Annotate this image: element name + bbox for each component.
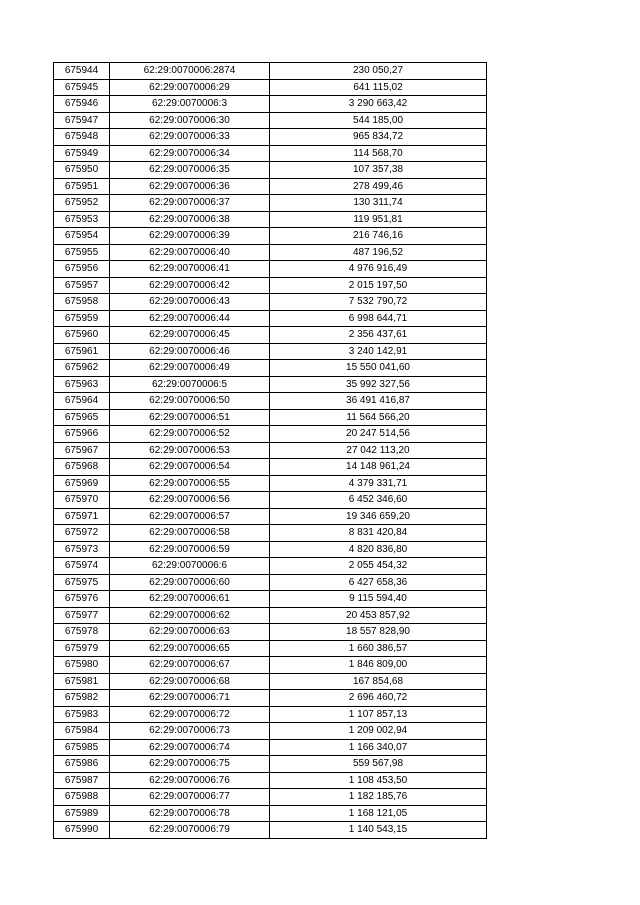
table-row: [54, 360, 487, 377]
value-cell: 1 107 857,13: [270, 706, 487, 723]
row-number-cell: 675951: [54, 178, 110, 195]
table-row: [54, 211, 487, 228]
table-row: [54, 558, 487, 575]
table-row: [54, 492, 487, 509]
cadastral-number-cell: 62:29:0070006:58: [110, 525, 270, 542]
cadastral-number-cell: 62:29:0070006:61: [110, 591, 270, 608]
table-row: [54, 624, 487, 641]
table-row: [54, 723, 487, 740]
row-number-cell: 675945: [54, 79, 110, 96]
cadastral-number-cell: 62:29:0070006:78: [110, 805, 270, 822]
cadastral-number-cell: 62:29:0070006:76: [110, 772, 270, 789]
table-row: [54, 789, 487, 806]
cadastral-number-cell: 62:29:0070006:67: [110, 657, 270, 674]
value-cell: 3 240 142,91: [270, 343, 487, 360]
row-number-cell: 675989: [54, 805, 110, 822]
cadastral-number-cell: 62:29:0070006:53: [110, 442, 270, 459]
row-number-cell: 675987: [54, 772, 110, 789]
row-number-cell: 675946: [54, 96, 110, 113]
value-cell: 544 185,00: [270, 112, 487, 129]
value-cell: 2 055 454,32: [270, 558, 487, 575]
table-row: [54, 657, 487, 674]
row-number-cell: 675984: [54, 723, 110, 740]
value-cell: 1 182 185,76: [270, 789, 487, 806]
table-row: [54, 772, 487, 789]
cadastral-number-cell: 62:29:0070006:44: [110, 310, 270, 327]
cadastral-number-cell: 62:29:0070006:68: [110, 673, 270, 690]
row-number-cell: 675956: [54, 261, 110, 278]
value-cell: 20 247 514,56: [270, 426, 487, 443]
value-cell: 1 168 121,05: [270, 805, 487, 822]
value-cell: 6 452 346,60: [270, 492, 487, 509]
table-row: [54, 541, 487, 558]
table-row: [54, 277, 487, 294]
table-row: [54, 129, 487, 146]
row-number-cell: 675953: [54, 211, 110, 228]
row-number-cell: 675982: [54, 690, 110, 707]
value-cell: 2 356 437,61: [270, 327, 487, 344]
table-row: [54, 805, 487, 822]
value-cell: 15 550 041,60: [270, 360, 487, 377]
cadastral-number-cell: 62:29:0070006:73: [110, 723, 270, 740]
value-cell: 487 196,52: [270, 244, 487, 261]
value-cell: 11 564 566,20: [270, 409, 487, 426]
cadastral-number-cell: 62:29:0070006:55: [110, 475, 270, 492]
row-number-cell: 675958: [54, 294, 110, 311]
row-number-cell: 675969: [54, 475, 110, 492]
row-number-cell: 675967: [54, 442, 110, 459]
table-row: [54, 525, 487, 542]
value-cell: 1 660 386,57: [270, 640, 487, 657]
table-row: [54, 739, 487, 756]
table-row: [54, 822, 487, 839]
value-cell: 965 834,72: [270, 129, 487, 146]
table-row: [54, 376, 487, 393]
cadastral-number-cell: 62:29:0070006:74: [110, 739, 270, 756]
table-row: [54, 96, 487, 113]
row-number-cell: 675970: [54, 492, 110, 509]
value-cell: 216 746,16: [270, 228, 487, 245]
cadastral-number-cell: 62:29:0070006:41: [110, 261, 270, 278]
row-number-cell: 675949: [54, 145, 110, 162]
value-cell: 14 148 961,24: [270, 459, 487, 476]
cadastral-number-cell: 62:29:0070006:71: [110, 690, 270, 707]
value-cell: 9 115 594,40: [270, 591, 487, 608]
cadastral-number-cell: 62:29:0070006:50: [110, 393, 270, 410]
table-row: [54, 690, 487, 707]
row-number-cell: 675990: [54, 822, 110, 839]
row-number-cell: 675964: [54, 393, 110, 410]
row-number-cell: 675966: [54, 426, 110, 443]
row-number-cell: 675971: [54, 508, 110, 525]
row-number-cell: 675950: [54, 162, 110, 179]
cadastral-number-cell: 62:29:0070006:79: [110, 822, 270, 839]
table-row: [54, 409, 487, 426]
cadastral-number-cell: 62:29:0070006:38: [110, 211, 270, 228]
value-cell: 20 453 857,92: [270, 607, 487, 624]
row-number-cell: 675976: [54, 591, 110, 608]
cadastral-number-cell: 62:29:0070006:54: [110, 459, 270, 476]
cadastral-number-cell: 62:29:0070006:5: [110, 376, 270, 393]
cadastral-number-cell: 62:29:0070006:75: [110, 756, 270, 773]
cadastral-number-cell: 62:29:0070006:56: [110, 492, 270, 509]
row-number-cell: 675988: [54, 789, 110, 806]
cadastral-number-cell: 62:29:0070006:34: [110, 145, 270, 162]
cadastral-number-cell: 62:29:0070006:72: [110, 706, 270, 723]
cadastral-number-cell: 62:29:0070006:3: [110, 96, 270, 113]
value-cell: 130 311,74: [270, 195, 487, 212]
row-number-cell: 675965: [54, 409, 110, 426]
row-number-cell: 675986: [54, 756, 110, 773]
value-cell: 114 568,70: [270, 145, 487, 162]
row-number-cell: 675944: [54, 63, 110, 80]
table-row: [54, 294, 487, 311]
value-cell: 230 050,27: [270, 63, 487, 80]
cadastral-number-cell: 62:29:0070006:42: [110, 277, 270, 294]
value-cell: 3 290 663,42: [270, 96, 487, 113]
table-row: [54, 574, 487, 591]
value-cell: 2 015 197,50: [270, 277, 487, 294]
row-number-cell: 675955: [54, 244, 110, 261]
table-row: [54, 756, 487, 773]
value-cell: 19 346 659,20: [270, 508, 487, 525]
table-row: [54, 508, 487, 525]
cadastral-number-cell: 62:29:0070006:65: [110, 640, 270, 657]
table-row: [54, 310, 487, 327]
cadastral-number-cell: 62:29:0070006:63: [110, 624, 270, 641]
cadastral-number-cell: 62:29:0070006:52: [110, 426, 270, 443]
value-cell: 1 108 453,50: [270, 772, 487, 789]
table-row: [54, 261, 487, 278]
row-number-cell: 675972: [54, 525, 110, 542]
row-number-cell: 675975: [54, 574, 110, 591]
cadastral-value-table: [53, 62, 487, 839]
row-number-cell: 675954: [54, 228, 110, 245]
table-row: [54, 591, 487, 608]
value-cell: 6 998 644,71: [270, 310, 487, 327]
row-number-cell: 675968: [54, 459, 110, 476]
cadastral-number-cell: 62:29:0070006:62: [110, 607, 270, 624]
table-row: [54, 673, 487, 690]
cadastral-number-cell: 62:29:0070006:29: [110, 79, 270, 96]
cadastral-number-cell: 62:29:0070006:60: [110, 574, 270, 591]
value-cell: 35 992 327,56: [270, 376, 487, 393]
cadastral-number-cell: 62:29:0070006:6: [110, 558, 270, 575]
table-row: [54, 228, 487, 245]
row-number-cell: 675985: [54, 739, 110, 756]
value-cell: 167 854,68: [270, 673, 487, 690]
row-number-cell: 675947: [54, 112, 110, 129]
value-cell: 1 140 543,15: [270, 822, 487, 839]
table-row: [54, 459, 487, 476]
row-number-cell: 675977: [54, 607, 110, 624]
table-row: [54, 63, 487, 80]
value-cell: 278 499,46: [270, 178, 487, 195]
table-row: [54, 162, 487, 179]
table-row: [54, 79, 487, 96]
value-cell: 4 976 916,49: [270, 261, 487, 278]
row-number-cell: 675952: [54, 195, 110, 212]
table-row: [54, 426, 487, 443]
cadastral-number-cell: 62:29:0070006:2874: [110, 63, 270, 80]
cadastral-number-cell: 62:29:0070006:77: [110, 789, 270, 806]
table-row: [54, 343, 487, 360]
row-number-cell: 675983: [54, 706, 110, 723]
table-row: [54, 244, 487, 261]
row-number-cell: 675978: [54, 624, 110, 641]
row-number-cell: 675963: [54, 376, 110, 393]
row-number-cell: 675959: [54, 310, 110, 327]
table-row: [54, 195, 487, 212]
cadastral-number-cell: 62:29:0070006:33: [110, 129, 270, 146]
row-number-cell: 675974: [54, 558, 110, 575]
value-cell: 4 820 836,80: [270, 541, 487, 558]
value-cell: 27 042 113,20: [270, 442, 487, 459]
row-number-cell: 675973: [54, 541, 110, 558]
value-cell: 119 951,81: [270, 211, 487, 228]
cadastral-number-cell: 62:29:0070006:51: [110, 409, 270, 426]
row-number-cell: 675981: [54, 673, 110, 690]
value-cell: 18 557 828,90: [270, 624, 487, 641]
value-cell: 1 846 809,00: [270, 657, 487, 674]
cadastral-number-cell: 62:29:0070006:39: [110, 228, 270, 245]
table-row: [54, 475, 487, 492]
table-body: [54, 63, 487, 839]
row-number-cell: 675980: [54, 657, 110, 674]
value-cell: 1 166 340,07: [270, 739, 487, 756]
table-row: [54, 393, 487, 410]
value-cell: 36 491 416,87: [270, 393, 487, 410]
row-number-cell: 675957: [54, 277, 110, 294]
table-row: [54, 640, 487, 657]
value-cell: 559 567,98: [270, 756, 487, 773]
table-row: [54, 178, 487, 195]
value-cell: 107 357,38: [270, 162, 487, 179]
row-number-cell: 675948: [54, 129, 110, 146]
cadastral-number-cell: 62:29:0070006:36: [110, 178, 270, 195]
cadastral-number-cell: 62:29:0070006:43: [110, 294, 270, 311]
table-row: [54, 706, 487, 723]
row-number-cell: 675960: [54, 327, 110, 344]
value-cell: 7 532 790,72: [270, 294, 487, 311]
value-cell: 2 696 460,72: [270, 690, 487, 707]
cadastral-number-cell: 62:29:0070006:57: [110, 508, 270, 525]
value-cell: 6 427 658,36: [270, 574, 487, 591]
cadastral-number-cell: 62:29:0070006:35: [110, 162, 270, 179]
table-row: [54, 327, 487, 344]
cadastral-number-cell: 62:29:0070006:37: [110, 195, 270, 212]
cadastral-number-cell: 62:29:0070006:46: [110, 343, 270, 360]
cadastral-number-cell: 62:29:0070006:30: [110, 112, 270, 129]
table-row: [54, 607, 487, 624]
table-row: [54, 112, 487, 129]
value-cell: 1 209 002,94: [270, 723, 487, 740]
value-cell: 641 115,02: [270, 79, 487, 96]
value-cell: 8 831 420,84: [270, 525, 487, 542]
cadastral-number-cell: 62:29:0070006:40: [110, 244, 270, 261]
row-number-cell: 675962: [54, 360, 110, 377]
cadastral-number-cell: 62:29:0070006:45: [110, 327, 270, 344]
table-row: [54, 145, 487, 162]
row-number-cell: 675961: [54, 343, 110, 360]
cadastral-number-cell: 62:29:0070006:59: [110, 541, 270, 558]
cadastral-number-cell: 62:29:0070006:49: [110, 360, 270, 377]
table-row: [54, 442, 487, 459]
value-cell: 4 379 331,71: [270, 475, 487, 492]
row-number-cell: 675979: [54, 640, 110, 657]
